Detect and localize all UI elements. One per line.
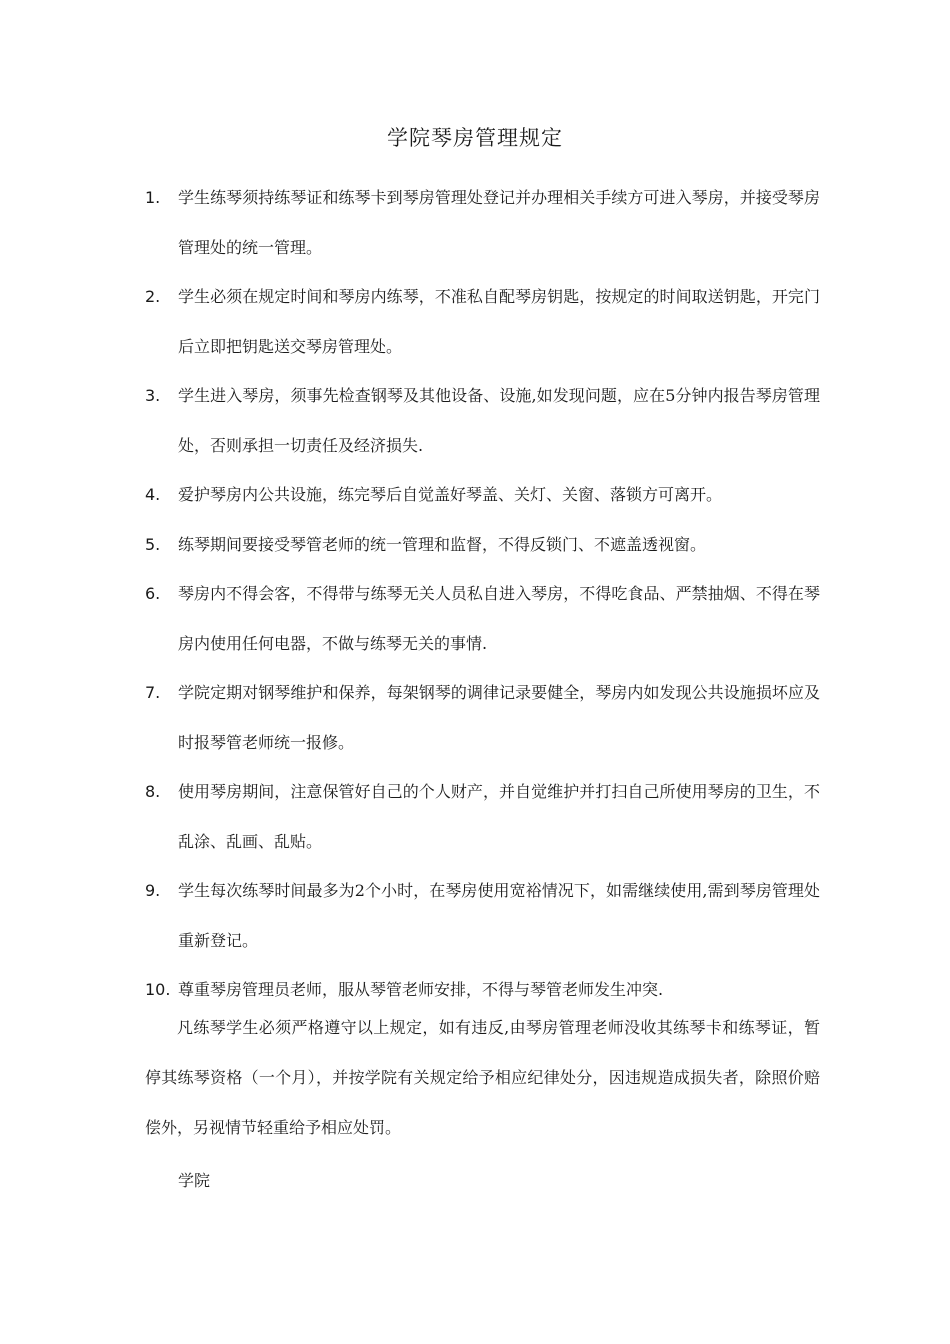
- rule-item-7: [0, 668, 950, 767]
- rule-number: 6.: [145, 584, 161, 603]
- rule-text: 学生每次练琴时间最多为2个小时，在琴房使用宽裕情况下，如需继续使用,需到琴房管理处重新登记。: [178, 881, 820, 950]
- rule-text: 练琴期间要接受琴管老师的统一管理和监督，不得反锁门、不遮盖透视窗。: [178, 534, 707, 554]
- rule-text: 学院定期对钢琴维护和保养，每架钢琴的调律记录要健全，琴房内如发现公共设施损坏应及时报琴管老师统一报修。: [178, 683, 820, 752]
- rule-number: 2.: [145, 287, 161, 306]
- rule-number: 7.: [145, 683, 161, 702]
- document-title: 学院琴房管理规定: [387, 126, 563, 150]
- rule-item-1: [0, 173, 950, 272]
- rules-list: [0, 173, 950, 1015]
- rule-item-3: [0, 371, 950, 470]
- rule-item-5: [0, 520, 950, 570]
- rule-number: 9.: [145, 881, 161, 900]
- signature: 学院: [178, 1171, 211, 1190]
- rule-text: 使用琴房期间，注意保管好自己的个人财产，并自觉维护并打扫自己所使用琴房的卫生，不乱涂、乱画、乱贴。: [178, 782, 820, 851]
- closing-paragraph: 凡练琴学生必须严格遵守以上规定，如有违反,由琴房管理老师没收其练琴卡和练琴证，暂停其练琴资格（一个月），并按学院有关规定给予相应纪律处分，因违规造成损失者，除照价赔偿外，另视情节轻重给予相应处罚。: [145, 1018, 820, 1137]
- rule-number: 4.: [145, 485, 161, 504]
- rule-item-6: [0, 569, 950, 668]
- rule-number: 10.: [145, 980, 171, 999]
- rule-text: 尊重琴房管理员老师，服从琴管老师安排，不得与琴管老师发生冲突.: [178, 980, 664, 999]
- rule-number: 5.: [145, 534, 161, 554]
- rule-text: 爱护琴房内公共设施，练完琴后自觉盖好琴盖、关灯、关窗、落锁方可离开。: [178, 485, 723, 504]
- rule-item-4: [0, 470, 950, 520]
- rule-number: 3.: [145, 386, 161, 405]
- rule-text: 学生练琴须持练琴证和练琴卡到琴房管理处登记并办理相关手续方可进入琴房，并接受琴房管理处的统一管理。: [178, 188, 820, 257]
- rule-text: 学生必须在规定时间和琴房内练琴，不准私自配琴房钥匙，按规定的时间取送钥匙，开完门后立即把钥匙送交琴房管理处。: [178, 287, 820, 356]
- rule-number: 1.: [145, 188, 161, 207]
- rule-item-9: [0, 866, 950, 965]
- rule-number: 8.: [145, 782, 161, 801]
- rule-item-2: [0, 272, 950, 371]
- rule-text: 琴房内不得会客，不得带与练琴无关人员私自进入琴房，不得吃食品、严禁抽烟、不得在琴房内使用任何电器，不做与练琴无关的事情.: [178, 584, 820, 653]
- rule-item-8: [0, 767, 950, 866]
- rule-text: 学生进入琴房，须事先检查钢琴及其他设备、设施,如发现问题，应在5分钟内报告琴房管理处，否则承担一切责任及经济损失.: [178, 386, 820, 455]
